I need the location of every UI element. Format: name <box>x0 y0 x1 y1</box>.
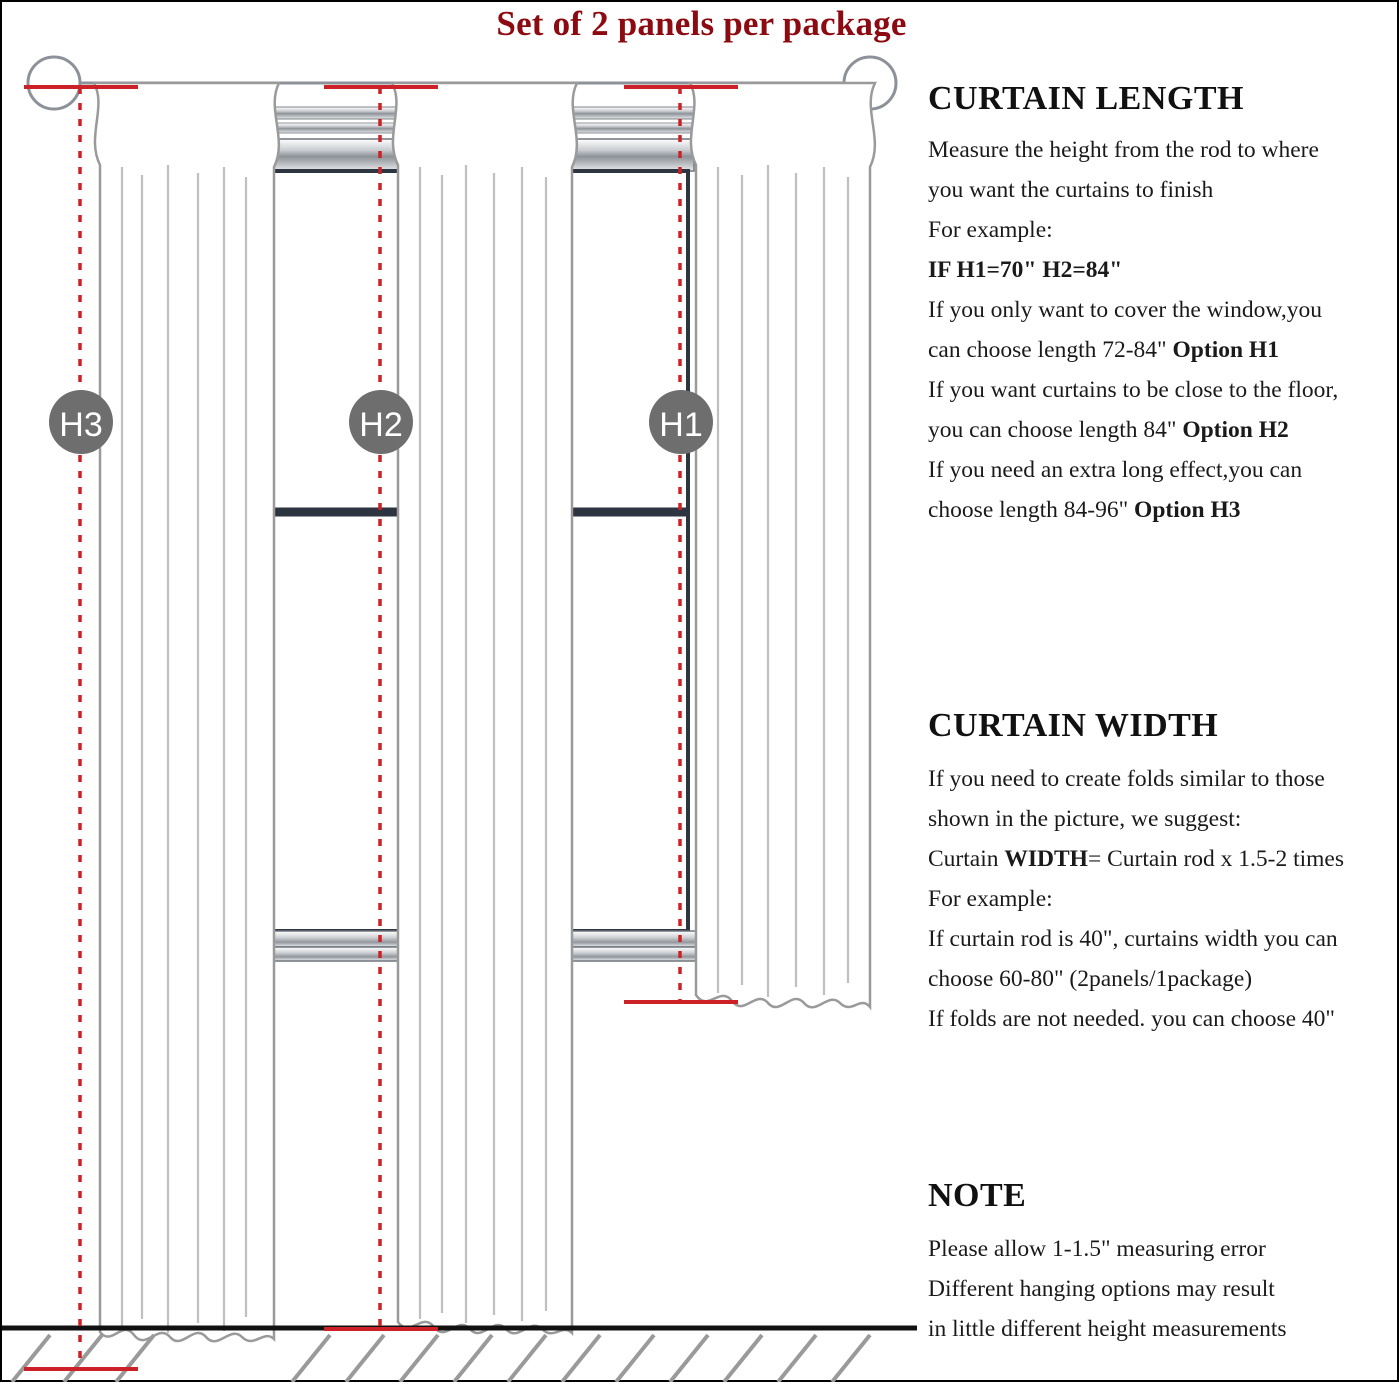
curtain-illustration <box>2 47 917 1382</box>
instruction-line: Different hanging options may result <box>928 1276 1275 1302</box>
section-curtain-length <box>928 80 1399 530</box>
page-title: Set of 2 panels per package <box>496 4 907 43</box>
instruction-line: Measure the height from the rod to where <box>928 137 1319 163</box>
section-curtain-width <box>928 707 1399 1039</box>
instructions-column <box>922 62 1399 1382</box>
marker-badge-h1 <box>649 390 713 454</box>
curtain-diagram-svg <box>2 47 917 1382</box>
instruction-line: If you need an extra long effect,you can <box>928 457 1303 483</box>
section-body-curtain-length <box>928 130 1399 530</box>
instruction-line: IF H1=70" H2=84" <box>928 257 1123 283</box>
section-heading-curtain-width: CURTAIN WIDTH <box>928 707 1219 744</box>
instruction-line: Please allow 1-1.5" measuring error <box>928 1236 1266 1262</box>
instruction-line: If curtain rod is 40", curtains width you can <box>928 926 1338 952</box>
instruction-line: If folds are not needed. you can choose 40" <box>928 1006 1335 1032</box>
svg-text:H2: H2 <box>359 406 403 444</box>
curtain-panel-h3 <box>94 83 279 1341</box>
instruction-line: can choose length 72-84" Option H1 <box>928 337 1279 363</box>
instruction-line: Curtain WIDTH= Curtain rod x 1.5-2 times <box>928 846 1345 872</box>
instruction-line: you can choose length 84" Option H2 <box>928 417 1289 443</box>
instruction-line: choose length 84-96" Option H3 <box>928 497 1241 523</box>
instruction-line: in little different height measurements <box>928 1316 1287 1342</box>
instruction-line: shown in the picture, we suggest: <box>928 806 1242 832</box>
marker-badge-h3 <box>49 390 113 454</box>
instruction-line: If you want curtains to be close to the floor, <box>928 377 1339 403</box>
marker-badge-h2 <box>349 390 413 454</box>
instruction-line: choose 60-80" (2panels/1package) <box>928 966 1253 992</box>
curtain-panel-h1 <box>690 83 875 1007</box>
section-heading-curtain-length: CURTAIN LENGTH <box>928 80 1244 117</box>
section-heading-note: NOTE <box>928 1177 1027 1214</box>
instruction-line: If you need to create folds similar to those <box>928 766 1325 792</box>
instruction-line: For example: <box>928 217 1053 243</box>
svg-text:H1: H1 <box>659 406 703 444</box>
section-body-curtain-width <box>928 759 1399 1039</box>
curtain-panel-h2 <box>392 83 577 1333</box>
instruction-line: For example: <box>928 886 1053 912</box>
instruction-line: If you only want to cover the window,you <box>928 297 1322 323</box>
svg-text:H3: H3 <box>59 406 103 444</box>
section-note <box>928 1177 1399 1349</box>
section-body-note <box>928 1229 1399 1349</box>
instruction-line: you want the curtains to finish <box>928 177 1214 203</box>
